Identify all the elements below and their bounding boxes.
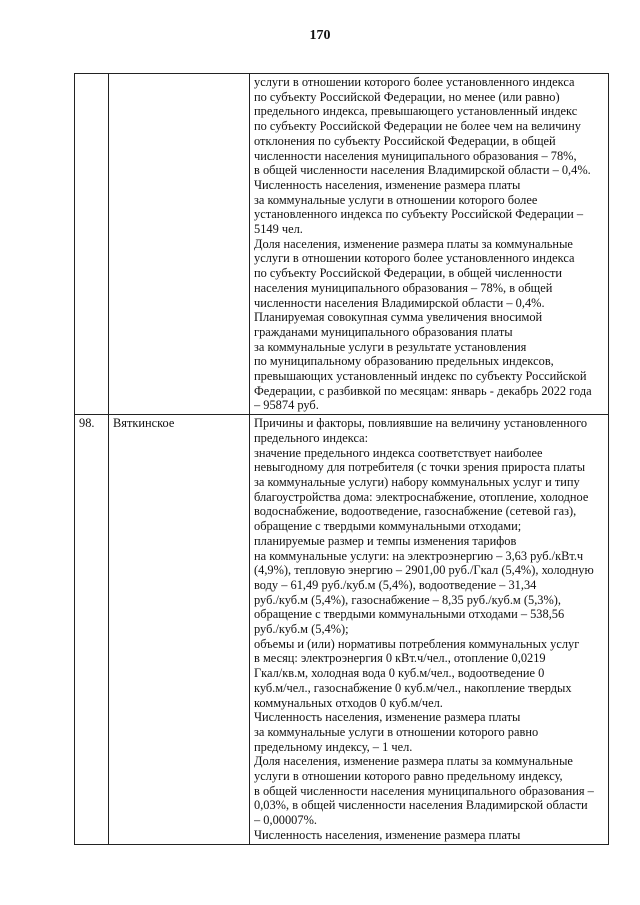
text-line: отклонения по субъекту Российской Федерации, в общей — [254, 133, 556, 148]
text-line: Численность населения, изменение размера платы — [254, 827, 521, 842]
text-line: водоснабжение, водоотведение, газоснабжение (сетевой газ), — [254, 504, 577, 519]
description-cell — [250, 415, 609, 844]
municipality-index-table — [74, 73, 609, 845]
text-line: планируемые размер и темпы изменения тарифов — [254, 533, 517, 548]
text-line: Причины и факторы, повлиявшие на величину установленного — [254, 416, 588, 431]
text-line: услуги в отношении которого более установленного индекса — [254, 75, 575, 89]
text-line: 5149 чел. — [254, 222, 303, 237]
text-line: – 95874 руб. — [254, 398, 319, 413]
text-line: по субъекту Российской Федерации не более чем на величину — [254, 119, 581, 134]
text-line: невыгодному для потребителя (с точки зрения прироста платы — [254, 460, 586, 475]
text-line: Гкал/кв.м, холодная вода 0 куб.м/чел., водоотведение 0 — [254, 666, 545, 681]
text-line: куб.м/чел., газоснабжение 0 куб.м/чел., накопление твердых — [254, 680, 572, 695]
text-line: установленного индекса по субъекту Российской Федерации – — [254, 207, 584, 222]
text-line: обращение с твердыми коммунальными отходами – 538,56 — [254, 607, 565, 622]
text-line: Численность населения, изменение размера платы — [254, 177, 521, 192]
text-line: обращение с твердыми коммунальными отходами; — [254, 519, 522, 534]
text-line: Федерации, с разбивкой по месяцам: январь - декабрь 2022 года — [254, 383, 592, 398]
text-line: объемы и (или) нормативы потребления коммунальных услуг — [254, 636, 580, 651]
table-row — [75, 74, 609, 415]
text-line: численности населения Владимирской области – 0,4%. — [254, 295, 545, 310]
text-line: за коммунальные услуги в отношении которого равно — [254, 724, 539, 739]
text-line: Планируемая совокупная сумма увеличения вносимой — [254, 310, 543, 325]
text-line: в общей численности населения Владимирской области – 0,4%. — [254, 163, 591, 178]
text-line: за коммунальные услуги в отношении которого более — [254, 192, 538, 207]
text-line: услуги в отношении которого равно предельному индексу, — [254, 769, 563, 784]
text-line: – 0,00007%. — [254, 813, 317, 828]
text-line: на коммунальные услуги: на электроэнергию – 3,63 руб./кВт.ч — [254, 548, 584, 563]
text-line: населения муниципального образования – 78%, в общей — [254, 280, 553, 295]
text-line: (4,9%), тепловую энергию – 2901,00 руб./Гкал (5,4%), холодную — [254, 563, 594, 578]
text-line: превышающих установленный индекс по субъекту Российской — [254, 369, 587, 384]
text-line: предельного индекса, превышающего установленный индекс — [254, 104, 578, 119]
text-line: Доля населения, изменение размера платы за коммунальные — [254, 236, 573, 251]
text-line: в месяц: электроэнергия 0 кВт.ч/чел., отопление 0,0219 — [254, 651, 546, 666]
text-line: воду – 61,49 руб./куб.м (5,4%), водоотведение – 31,34 — [254, 577, 537, 592]
text-line: предельного индекса: — [254, 430, 369, 445]
text-line: 0,03%, в общей численности населения Владимирской области — [254, 798, 588, 813]
text-line: услуги в отношении которого более установленного индекса — [254, 251, 575, 266]
text-line: за коммунальные услуги) набору коммунальных услуг и типу — [254, 474, 580, 489]
text-line: за коммунальные услуги в результате установления — [254, 339, 527, 354]
municipality-name-cell — [109, 74, 250, 415]
text-line: предельному индексу, – 1 чел. — [254, 739, 413, 754]
text-line: руб./куб.м (5,4%), газоснабжение – 8,35 руб./куб.м (5,3%), — [254, 592, 562, 607]
table-row — [75, 415, 609, 844]
text-line: по субъекту Российской Федерации, но менее (или равно) — [254, 89, 560, 104]
text-line: благоустройства дома: электроснабжение, отопление, холодное — [254, 489, 589, 504]
municipality-name-cell: Вяткинское — [109, 415, 250, 844]
text-line: Численность населения, изменение размера платы — [254, 710, 521, 725]
page-number: 170 — [309, 28, 331, 43]
text-line: в общей численности населения муниципального образования – — [254, 783, 594, 798]
text-line: по субъекту Российской Федерации, в общей численности — [254, 266, 563, 281]
description-cell — [250, 74, 609, 415]
text-line: Доля населения, изменение размера платы за коммунальные — [254, 754, 573, 769]
text-line: коммунальных отходов 0 куб.м/чел. — [254, 695, 443, 710]
text-line: по муниципальному образованию предельных индексов, — [254, 354, 554, 369]
row-number-cell — [75, 74, 109, 415]
text-line: руб./куб.м (5,4%); — [254, 622, 349, 637]
text-line: гражданами муниципального образования платы — [254, 324, 513, 339]
text-line: значение предельного индекса соответствует наиболее — [254, 445, 543, 460]
row-number-cell: 98. — [75, 415, 109, 844]
text-line: численности населения муниципального образования – 78%, — [254, 148, 577, 163]
